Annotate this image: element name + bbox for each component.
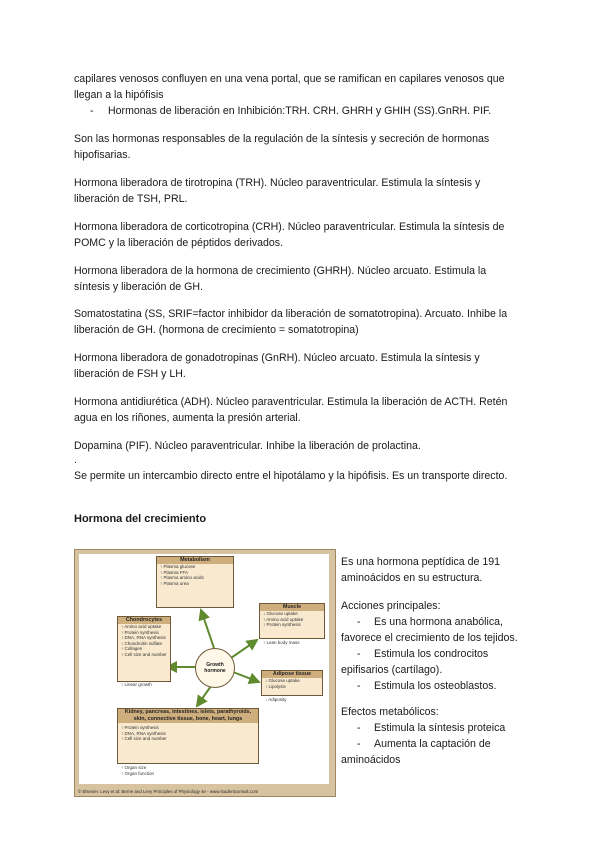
paragraph-line: agua en los riñones, aumenta la presión arterial. bbox=[74, 412, 301, 424]
growth-hormone-hub bbox=[195, 648, 235, 688]
side-description: aminoácidos en su estructura. bbox=[341, 572, 483, 584]
arrow-to-metabolism bbox=[201, 610, 214, 648]
paragraph-line: síntesis y liberación de GH. bbox=[74, 281, 203, 293]
metabolism-item: ↑ Plasma amino acids bbox=[160, 575, 204, 581]
organs-title: Kidney, pancreas, intestines, islets, parathyroids, skin, connective tissue, bone, heart, lungs bbox=[118, 709, 258, 723]
muscle-item: ↓ Glucose uptake bbox=[263, 611, 298, 616]
chondrocytes-title: Chondrocytes bbox=[118, 617, 170, 624]
action-item: Estimula los condrocitos bbox=[374, 648, 489, 660]
muscle-box bbox=[259, 603, 325, 639]
effect-item: Estimula la síntesis proteica bbox=[374, 722, 506, 734]
growth-hormone-figure bbox=[74, 549, 336, 797]
arrow-to-muscle bbox=[231, 640, 257, 658]
chondrocytes-item: ↑ DNA, RNA synthesis bbox=[121, 635, 166, 641]
paragraph-line: hipofisarias. bbox=[74, 149, 131, 161]
bullet-dash: - bbox=[357, 648, 361, 660]
action-item: Es una hormona anabólica, bbox=[374, 616, 503, 628]
bullet-dash: - bbox=[357, 616, 361, 628]
paragraph-line: Hormona liberadora de tirotropina (TRH). Núcleo paraventricular. Estimula la síntesis y bbox=[74, 177, 481, 189]
paragraph-line: POMC y la liberación de péptidos derivados. bbox=[74, 237, 284, 249]
intro-line-1: capilares venosos confluyen en una vena portal, que se ramifican en capilares venosos que bbox=[74, 73, 505, 85]
metabolism-item: ↑ Plasma glucose bbox=[160, 564, 196, 569]
intro-line-2: llegan a la hipófisis bbox=[74, 89, 164, 101]
paragraph-line: Son las hormonas responsables de la regulación de la síntesis y secreción de hormonas bbox=[74, 133, 490, 145]
organs-outcome: ↑ Organ size bbox=[121, 765, 147, 770]
organs-item: ↑ Cell size and number bbox=[121, 736, 167, 742]
paragraph-line: Hormona liberadora de la hormona de crecimiento (GHRH). Núcleo arcuato. Estimula la bbox=[74, 265, 487, 277]
organs-box bbox=[117, 708, 259, 764]
organs-item: ↑ Protein synthesis bbox=[121, 725, 159, 730]
paragraph-line: liberación de TSH, PRL. bbox=[74, 193, 188, 205]
action-item: epifisarios (cartílago). bbox=[341, 664, 443, 676]
arrow-to-organs bbox=[197, 686, 211, 706]
paragraph-line: Somatostatina (SS, SRIF=factor inhibidor da liberación de somatotropina). Arcuato. Inhibe la bbox=[74, 308, 508, 320]
metabolism-item: ↑ Plasma urea bbox=[160, 580, 189, 586]
effect-item: aminoácidos bbox=[341, 754, 401, 766]
adipose-title: Adipose tissue bbox=[262, 671, 322, 678]
metabolism-item: ↑ Plasma FFA bbox=[160, 569, 189, 575]
bullet-dash: - bbox=[357, 680, 361, 692]
bullet-dash: - bbox=[90, 105, 94, 117]
muscle-item: ↑ Amino acid uptake bbox=[263, 616, 304, 622]
bullet-dash: - bbox=[357, 738, 361, 750]
adipose-outcome: ↓ Adiposity bbox=[265, 697, 287, 702]
paragraph-line: Hormona antidiurética (ADH). Núcleo paraventricular. Estimula la liberación de ACTH. Retén bbox=[74, 396, 508, 408]
side-description: Es una hormona peptídica de 191 bbox=[341, 556, 501, 568]
intro-bullet: Hormonas de liberación en Inhibición:TRH. CRH. GHRH y GHIH (SS).GnRH. PIF. bbox=[108, 105, 492, 117]
figure-credit: © Elsevier. Levy et al: Berne and Levy Principles of Physiology 4e - www.studentconsult.com bbox=[78, 789, 259, 794]
effect-item: Aumenta la captación de bbox=[374, 738, 491, 750]
paragraph-line: Dopamina (PIF). Núcleo paraventricular. Inhibe la liberación de prolactina. bbox=[74, 440, 421, 452]
adipose-box bbox=[261, 670, 323, 696]
muscle-title: Muscle bbox=[260, 604, 324, 611]
action-item: favorece el crecimiento de los tejidos. bbox=[341, 632, 518, 644]
section-heading: Hormona del crecimiento bbox=[74, 513, 207, 525]
paragraph-line: . bbox=[74, 454, 77, 466]
organs-outcome: ↑ Organ function bbox=[121, 771, 155, 776]
action-item: Estimula los osteoblastos. bbox=[374, 680, 497, 692]
paragraph-line: Hormona liberadora de corticotropina (CRH). Núcleo paraventricular. Estimula la síntesis de bbox=[74, 221, 505, 233]
chondrocytes-item: ↑ Cell size and number bbox=[121, 651, 167, 657]
effects-title: Efectos metabólicos: bbox=[341, 706, 439, 718]
muscle-item: ↑ Protein synthesis bbox=[263, 622, 301, 628]
bullet-dash: - bbox=[357, 722, 361, 734]
chondrocytes-item: ↑ Amino acid uptake bbox=[121, 624, 162, 629]
paragraph-line: Hormona liberadora de gonadotropinas (GnRH). Núcleo arcuato. Estimula la síntesis y bbox=[74, 352, 480, 364]
metabolism-title: Metabolism bbox=[157, 557, 233, 564]
chondrocytes-box bbox=[117, 616, 171, 682]
chondrocytes-item: ↑ Collagen bbox=[121, 646, 143, 652]
transport-line: Se permite un intercambio directo entre el hipotálamo y la hipófisis. Es un transporte directo. bbox=[74, 470, 508, 482]
figure-canvas bbox=[79, 554, 329, 784]
chondrocytes-item: ↑ Chondroitin sulfate bbox=[121, 640, 163, 646]
arrow-to-adipose bbox=[233, 672, 259, 682]
chondrocytes-outcome: ↑ Linear growth bbox=[121, 682, 152, 687]
adipose-item: ↓ Glucose uptake bbox=[265, 678, 300, 683]
adipose-item: ↑ Lipolysis bbox=[265, 683, 286, 689]
chondrocytes-item: ↑ Protein synthesis bbox=[121, 629, 159, 635]
paragraph-line: liberación de FSH y LH. bbox=[74, 368, 186, 380]
metabolism-box bbox=[156, 556, 234, 608]
actions-title: Acciones principales: bbox=[341, 600, 441, 612]
paragraph-line: liberación de GH. (hormona de crecimiento = somatotropina) bbox=[74, 324, 359, 336]
hub-label: Growth hormone bbox=[204, 662, 226, 674]
muscle-outcome: ↑ Lean body mass bbox=[263, 640, 300, 645]
organs-item: ↑ DNA, RNA synthesis bbox=[121, 730, 166, 736]
